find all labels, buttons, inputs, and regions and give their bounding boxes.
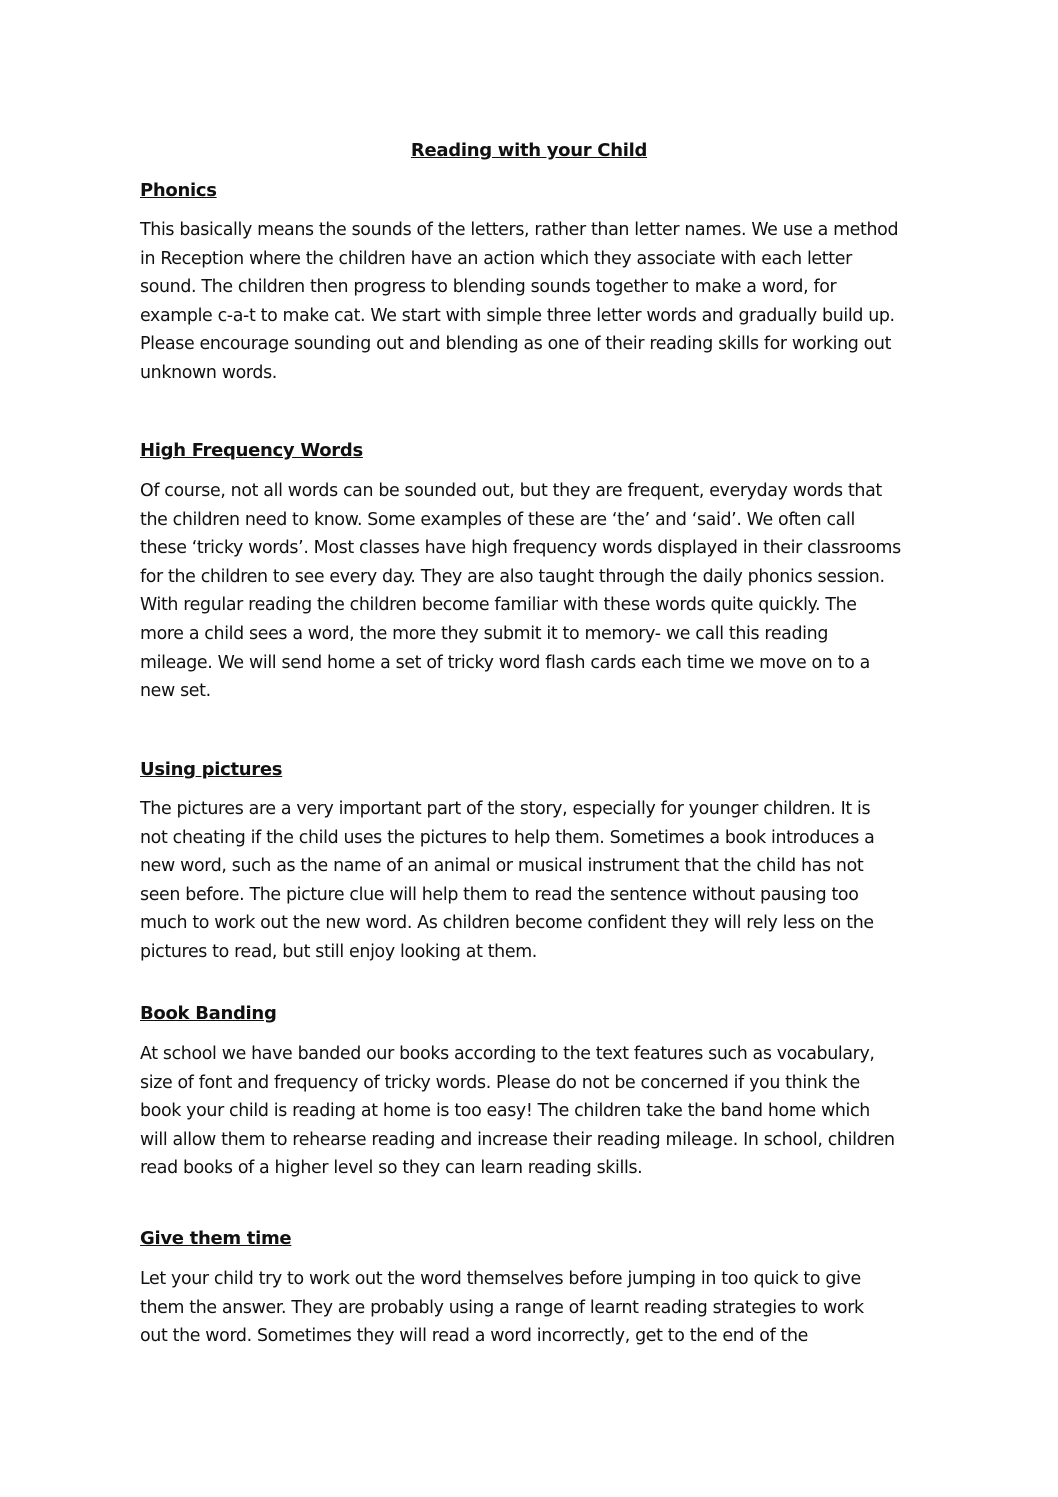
text-line: sound. The children then progress to blending sounds together to make a word, for [140, 277, 837, 298]
text-line: out the word. Sometimes they will read a word incorrectly, get to the end of the [140, 1326, 809, 1347]
text-line: At school we have banded our books according to the text features such as vocabulary, [140, 1044, 875, 1064]
text-line: will allow them to rehearse reading and increase their reading mileage. In school, children [140, 1129, 895, 1150]
heading-give-them-time: Give them time [140, 1228, 292, 1249]
heading-book-banding: Book Banding [140, 1003, 277, 1024]
text-line: new set. [140, 681, 211, 702]
text-line: the children need to know. Some examples of these are ‘the’ and ‘said’. We often call [140, 509, 855, 530]
paragraph-using-pictures [140, 795, 930, 967]
text-line: more a child sees a word, the more they submit it to memory- we call this reading [140, 623, 829, 644]
text-line: mileage. We will send home a set of tricky word flash cards each time we move on to a [140, 652, 870, 673]
text-line: new word, such as the name of an animal or musical instrument that the child has not [140, 856, 864, 877]
text-line: With regular reading the children become familiar with these words quite quickly. The [140, 595, 857, 616]
heading-high-frequency-words: High Frequency Words [140, 440, 363, 461]
text-line: example c-a-t to make cat. We start with simple three letter words and gradually build up. [140, 305, 895, 326]
text-line: these ‘tricky words’. Most classes have high frequency words displayed in their classrooms [140, 538, 901, 559]
page-title: Reading with your Child [410, 140, 648, 161]
text-line: book your child is reading at home is too easy! The children take the band home which [140, 1101, 870, 1122]
text-line: much to work out the new word. As children become confident they will rely less on the [140, 913, 874, 934]
text-line: Let your child try to work out the word themselves before jumping in too quick to give [140, 1269, 861, 1289]
paragraph-phonics [140, 216, 930, 388]
heading-phonics: Phonics [140, 180, 217, 201]
text-line: Please encourage sounding out and blending as one of their reading skills for working out [140, 334, 892, 355]
text-line: size of font and frequency of tricky words. Please do not be concerned if you think the [140, 1072, 860, 1093]
text-line: Of course, not all words can be sounded out, but they are frequent, everyday words that [140, 481, 882, 501]
heading-using-pictures: Using pictures [140, 759, 283, 780]
paragraph-high-frequency-words [140, 477, 930, 706]
text-line: The pictures are a very important part of the story, especially for younger children. It is [140, 799, 871, 819]
text-line: This basically means the sounds of the letters, rather than letter names. We use a method [140, 220, 899, 240]
paragraph-give-them-time [140, 1265, 930, 1351]
text-line: unknown words. [140, 362, 277, 383]
text-line: seen before. The picture clue will help them to read the sentence without pausing too [140, 884, 859, 905]
text-line: in Reception where the children have an action which they associate with each letter [140, 248, 852, 269]
text-line: pictures to read, but still enjoy looking at them. [140, 941, 537, 962]
paragraph-book-banding [140, 1040, 930, 1183]
text-line: them the answer. They are probably using a range of learnt reading strategies to work [140, 1297, 864, 1318]
text-line: for the children to see every day. They are also taught through the daily phonics session. [140, 566, 885, 587]
text-line: read books of a higher level so they can learn reading skills. [140, 1158, 643, 1179]
text-line: not cheating if the child uses the pictures to help them. Sometimes a book introduces a [140, 827, 875, 848]
